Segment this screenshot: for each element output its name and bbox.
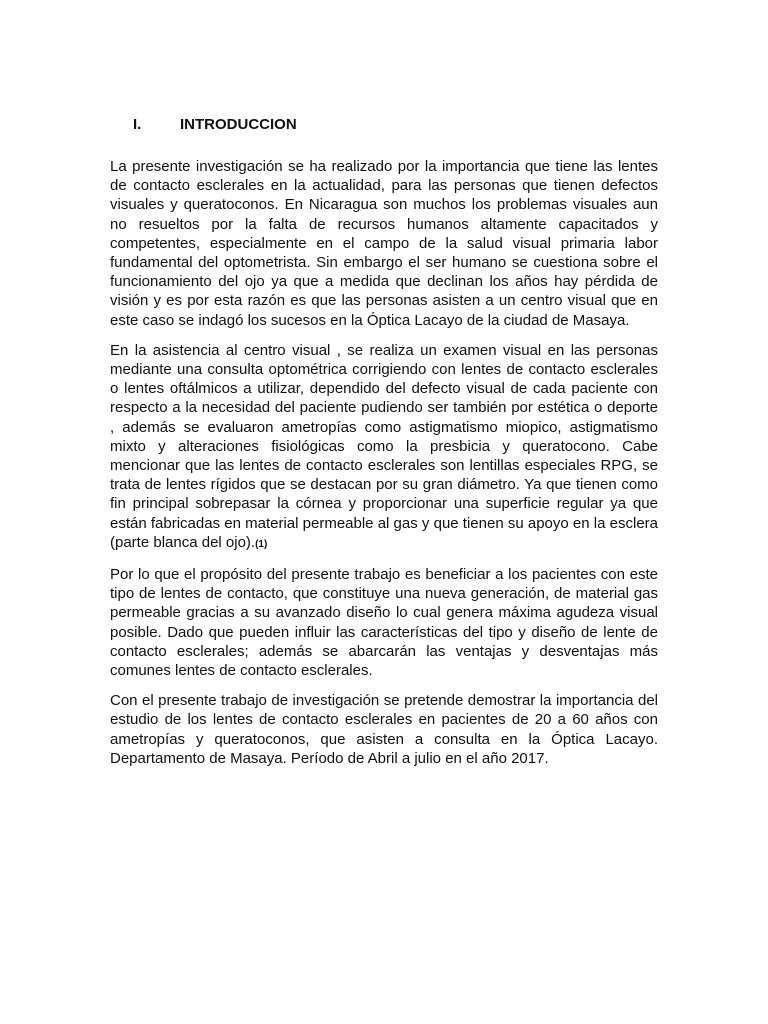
paragraph-4 (110, 691, 658, 768)
paragraph-3 (110, 565, 658, 680)
section-title: INTRODUCCION (180, 116, 297, 133)
paragraph-1-text: La presente investigación se ha realizado por la importancia que tiene las lentes de contacto esclerales en la actualidad, para las personas que tienen defectos visuales y queratoconos. En Nicaragua son muchos los problemas visuales aun no resueltos por la falta de recursos humanos altamente capacitados y competentes, especialmente en el campo de la salud visual primaria labor fundamental del optometrista. Sin embargo el ser humano se cuestiona sobre el funcionamiento del ojo ya que a medida que declinan los años hay pérdida de visión y es por esta razón es que las personas asisten a un centro visual que en este caso se indagó los sucesos en la Óptica Lacayo de la ciudad de Masaya. (110, 158, 658, 329)
section-number: I. (133, 116, 142, 133)
section-heading (133, 116, 658, 133)
paragraph-2-text: En la asistencia al centro visual , se realiza un examen visual en las personas mediante una consulta optométrica corrigiendo con lentes de contacto esclerales o lentes oftálmicos a utilizar, dependido del defecto visual de cada paciente con respecto a la necesidad del paciente pudiendo ser también por estética o deporte , además se evaluaron ametropías como astigmatismo miopico, astigmatismo mixto y alteraciones fisiológicas como la presbicia y queratocono. Cabe mencionar que las lentes de contacto esclerales son lentillas especiales RPG, se trata de lentes rígidos que se destacan por su gran diámetro. Ya que tienen como fin principal sobrepasar la córnea y proporcionar una superficie regular ya que están fabricadas en material permeable al gas y que tienen su apoyo en la esclera (parte blanca del ojo). (110, 341, 658, 551)
paragraph-2 (110, 341, 658, 554)
document-page (110, 110, 658, 779)
paragraph-3-text: Por lo que el propósito del presente trabajo es beneficiar a los pacientes con este tipo de lentes de contacto, que constituye una nueva generación, de material gas permeable gracias a su avanzado diseño lo cual genera máxima agudeza visual posible. Dado que pueden influir las características del tipo y diseño de lente de contacto esclerales; además se abarcarán las ventajas y desventajas más comunes lentes de contacto esclerales. (110, 566, 658, 680)
paragraph-1 (110, 157, 658, 330)
paragraph-4-text: Con el presente trabajo de investigación se pretende demostrar la importancia del estudio de los lentes de contacto esclerales en pacientes de 20 a 60 años con ametropías y queratoconos, que asisten a consulta en la Óptica Lacayo. Departamento de Masaya. Período de Abril a julio en el año 2017. (110, 692, 658, 767)
footnote-reference: (1) (255, 538, 268, 550)
